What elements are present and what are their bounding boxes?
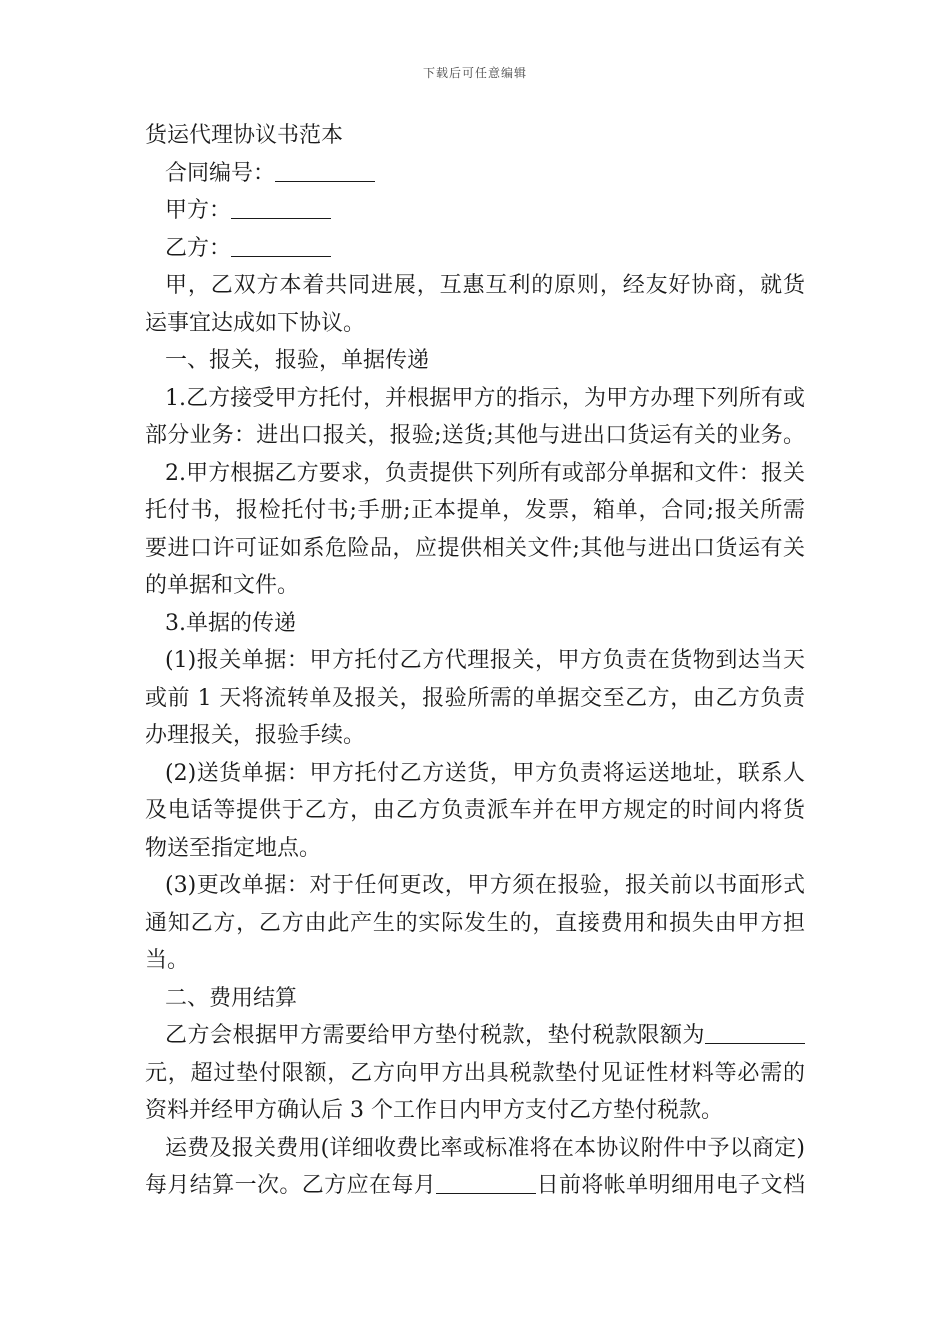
- settle-line-2-prefix: 每月结算一次。乙方应在每月: [145, 1173, 437, 1198]
- page-header-note: 下载后可任意编辑: [422, 66, 527, 80]
- settle-line-2: [145, 1167, 805, 1205]
- intro-line-2: 运事宜达成如下协议。: [145, 310, 366, 336]
- contract-number-blank[interactable]: [275, 159, 375, 182]
- fee-line-3: 资料并经甲方确认后 3 个工作日内甲方支付乙方垫付税款。: [145, 1098, 723, 1123]
- settle-line-1: 运费及报关费用(详细收费比率或标准将在本协议附件中予以商定): [165, 1135, 805, 1161]
- contract-number-line: [145, 155, 805, 193]
- sub-1-line-1: (1)报关单据：甲方托付乙方代理报关，甲方负责在货物到达当天: [165, 648, 805, 673]
- section-1-heading: 一、报关，报验，单据传递: [165, 348, 430, 373]
- item-2-line-4: 的单据和文件。: [145, 573, 300, 598]
- sub-3-line-3: 当。: [145, 948, 190, 973]
- settle-day-blank[interactable]: [436, 1171, 536, 1194]
- sub-2-line-2: 及电话等提供于乙方，由乙方负责派车并在甲方规定的时间内将货: [145, 798, 805, 823]
- party-b-line: [145, 230, 805, 268]
- document-body: [145, 117, 805, 1205]
- sub-1-line-2: 或前 1 天将流转单及报关，报验所需的单据交至乙方，由乙方负责: [145, 685, 805, 711]
- item-2-line-2: 托付书，报检托付书;手册;正本提单，发票，箱单，合同;报关所需: [145, 498, 805, 523]
- party-a-line: [145, 192, 805, 230]
- item-3-heading: 3.单据的传递: [165, 610, 296, 636]
- contract-number-label: 合同编号：: [165, 160, 276, 186]
- party-a-blank[interactable]: [231, 196, 331, 219]
- sub-1-line-3: 办理报关，报验手续。: [145, 723, 366, 748]
- item-1-line-2: 部分业务：进出口报关，报验;送货;其他与进出口货运有关的业务。: [145, 423, 805, 448]
- settle-line-2-suffix: 日前将帐单明细用电子文档: [536, 1173, 805, 1198]
- fee-line-1-text: 乙方会根据甲方需要给甲方垫付税款，垫付税款限额为: [165, 1023, 705, 1048]
- sub-2-line-3: 物送至指定地点。: [145, 835, 322, 861]
- fee-line-1: [145, 1017, 805, 1055]
- party-a-label: 甲方：: [165, 198, 232, 223]
- item-1-line-1: 1.乙方接受甲方托付，并根据甲方的指示，为甲方办理下列所有或: [165, 385, 805, 411]
- party-b-label: 乙方：: [165, 235, 232, 261]
- sub-3-line-2: 通知乙方，乙方由此产生的实际发生的，直接费用和损失由甲方担: [145, 910, 805, 936]
- sub-3-line-1: (3)更改单据：对于任何更改，甲方须在报验，报关前以书面形式: [165, 873, 805, 898]
- item-2-line-3: 要进口许可证如系危险品，应提供相关文件;其他与进出口货运有关: [145, 535, 805, 561]
- section-2-heading: 二、费用结算: [165, 985, 298, 1011]
- party-b-blank[interactable]: [231, 234, 331, 257]
- item-2-line-1: 2.甲方根据乙方要求，负责提供下列所有或部分单据和文件：报关: [165, 460, 805, 486]
- tax-limit-blank[interactable]: [705, 1021, 805, 1044]
- fee-line-2: 元，超过垫付限额，乙方向甲方出具税款垫付见证性材料等必需的: [145, 1060, 805, 1086]
- sub-2-line-1: (2)送货单据：甲方托付乙方送货，甲方负责将运送地址，联系人: [165, 760, 805, 786]
- intro-line-1: 甲，乙双方本着共同进展，互惠互利的原则，经友好协商，就货: [165, 273, 805, 298]
- document-title: 货运代理协议书范本: [145, 123, 344, 148]
